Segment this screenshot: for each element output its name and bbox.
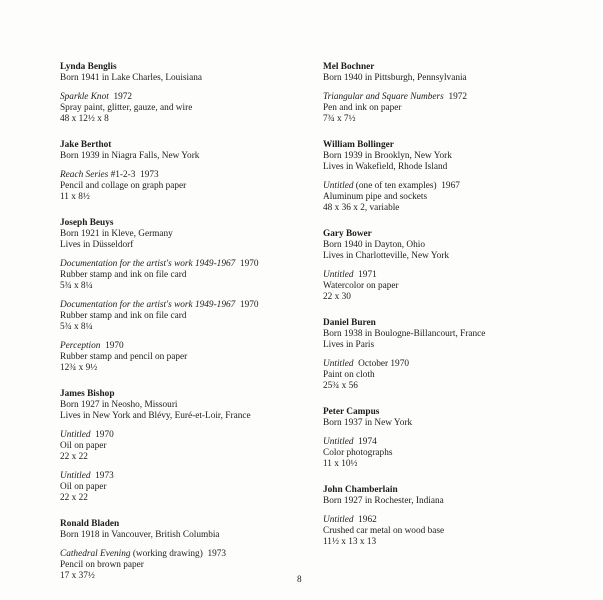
artwork-dimensions: 48 x 12½ x 8 — [60, 114, 109, 124]
artwork-dimensions: 11 x 8½ — [60, 192, 90, 202]
artwork-title: Reach Series — [60, 170, 109, 180]
artwork — [323, 181, 573, 214]
artwork-dimensions: 12¾ x 9½ — [60, 363, 98, 373]
artwork-medium: Color photographs — [323, 448, 393, 458]
artwork-title-line — [60, 430, 310, 441]
artist-entry — [60, 62, 310, 125]
artwork-dimensions: 22 x 22 — [60, 452, 88, 462]
artwork-title-suffix: #1-2-3 — [108, 170, 136, 180]
artist-bio-line: Lives in Charlotteville, New York — [323, 251, 450, 261]
artwork-dimensions: 25¾ x 56 — [323, 381, 358, 391]
artist-bio-line: Born 1927 in Neosho, Missouri — [60, 400, 178, 410]
artist-bio-line: Born 1927 in Rochester, Indiana — [323, 496, 444, 506]
artwork-year: 1967 — [441, 181, 460, 191]
artwork-title: Untitled — [60, 430, 91, 440]
artwork-medium: Oil on paper — [60, 482, 107, 492]
artist-name: Jake Berthot — [60, 140, 112, 150]
artist-entry — [60, 218, 310, 374]
artwork-title-line — [323, 437, 573, 448]
artist-bio-line: Born 1939 in Niagra Falls, New York — [60, 151, 200, 161]
artwork-dimensions: 11½ x 13 x 13 — [323, 537, 377, 547]
artist-entry — [60, 519, 310, 582]
artwork-year: October 1970 — [358, 359, 410, 369]
artwork-title-suffix: (one of ten examples) — [353, 181, 437, 191]
artwork-medium: Pencil and collage on graph paper — [60, 181, 187, 191]
artwork-title: Untitled — [323, 515, 354, 525]
artwork-year: 1974 — [358, 437, 377, 447]
artist-bio-line: Lives in Paris — [323, 340, 375, 350]
artist-name: James Bishop — [60, 389, 115, 399]
artist-name: John Chamberlain — [323, 485, 398, 495]
artist-name: Joseph Beuys — [60, 218, 114, 228]
artist-entry — [60, 389, 310, 504]
artist-entry — [60, 140, 310, 203]
artwork-medium: Pencil on brown paper — [60, 560, 144, 570]
artist-name: Mel Bochner — [323, 62, 375, 72]
artwork-dimensions: 48 x 36 x 2, variable — [323, 203, 400, 213]
artwork-year: 1972 — [448, 92, 468, 102]
artist-entry — [323, 407, 573, 470]
artist-entry — [323, 62, 573, 125]
artist-bio-line: Born 1937 in New York — [323, 418, 413, 428]
artwork-dimensions: 5¾ x 8¼ — [60, 322, 93, 332]
artwork-title: Sparkle Knot — [60, 92, 109, 102]
artwork-title: Documentation for the artist's work 1949-1967 — [60, 259, 236, 269]
artwork-title-line — [60, 259, 310, 270]
artwork-dimensions: 7¾ x 7½ — [323, 114, 356, 124]
artwork-title: Untitled — [323, 359, 354, 369]
artist-entry — [323, 485, 573, 548]
artwork-year: 1970 — [239, 259, 259, 269]
artwork — [60, 549, 310, 582]
artwork — [60, 170, 310, 203]
artwork — [323, 92, 573, 125]
artwork-dimensions: 11 x 10½ — [323, 459, 358, 469]
artwork-year: 1970 — [95, 430, 114, 440]
artwork-medium: Watercolor on paper — [323, 281, 399, 291]
artwork-title-line — [323, 92, 573, 103]
artwork-title: Perception — [60, 341, 101, 351]
artwork-title: Untitled — [323, 270, 354, 280]
artwork-title-line — [323, 515, 573, 526]
artist-bio-line: Lives in New York and Blévy, Euré-et-Loir, France — [60, 411, 251, 421]
artist-entry — [323, 318, 573, 392]
artwork-title: Triangular and Square Numbers — [323, 92, 444, 102]
artist-entry — [323, 140, 573, 214]
artwork-title-line — [323, 181, 573, 192]
artist-bio-line: Lives in Düsseldorf — [60, 240, 134, 250]
artwork-year: 1970 — [105, 341, 124, 351]
artwork-title-line — [60, 92, 310, 103]
artwork-medium: Aluminum pipe and sockets — [323, 192, 428, 202]
artwork — [323, 515, 573, 548]
artist-bio-line: Born 1941 in Lake Charles, Louisiana — [60, 73, 203, 83]
artwork-medium: Pen and ink on paper — [323, 103, 402, 113]
artwork-title-line — [323, 270, 573, 281]
artwork-title: Untitled — [60, 471, 91, 481]
artwork-medium: Crushed car metal on wood base — [323, 526, 445, 536]
artist-name: Peter Campus — [323, 407, 380, 417]
artist-name: Gary Bower — [323, 229, 372, 239]
artist-name: Daniel Buren — [323, 318, 376, 328]
artist-bio-line: Born 1940 in Pittsburgh, Pennsylvania — [323, 73, 467, 83]
artwork-title-line — [60, 549, 310, 560]
artwork-year: 1962 — [358, 515, 377, 525]
artwork-title-line — [60, 170, 310, 181]
artwork-title-line — [60, 471, 310, 482]
artwork — [60, 259, 310, 292]
artist-bio-line: Lives in Wakefield, Rhode Island — [323, 162, 448, 172]
artist-bio-line: Born 1940 in Dayton, Ohio — [323, 240, 426, 250]
artwork-medium: Paint on cloth — [323, 370, 375, 380]
artwork-medium: Rubber stamp and ink on file card — [60, 311, 187, 321]
artwork — [323, 270, 573, 303]
artwork — [60, 300, 310, 333]
artwork-medium: Rubber stamp and pencil on paper — [60, 352, 188, 362]
artwork-title: Untitled — [323, 437, 354, 447]
artwork-medium: Rubber stamp and ink on file card — [60, 270, 187, 280]
artwork-year: 1970 — [239, 300, 259, 310]
left-column — [60, 62, 310, 597]
artist-bio-line: Born 1938 in Boulogne-Billancourt, France — [323, 329, 486, 339]
artist-name: Ronald Bladen — [60, 519, 120, 529]
artwork-medium: Spray paint, glitter, gauze, and wire — [60, 103, 193, 113]
artwork — [323, 437, 573, 470]
artist-bio-line: Born 1939 in Brooklyn, New York — [323, 151, 452, 161]
artwork-title-line — [323, 359, 573, 370]
artwork-dimensions: 22 x 22 — [60, 493, 88, 503]
artist-entry — [323, 229, 573, 303]
artwork-title: Documentation for the artist's work 1949-1967 — [60, 300, 236, 310]
artwork-title-line — [60, 300, 310, 311]
artwork-dimensions: 5¾ x 8¼ — [60, 281, 93, 291]
artist-name: Lynda Benglis — [60, 62, 117, 72]
artwork-title-line — [60, 341, 310, 352]
right-column — [323, 62, 573, 563]
page-number: 8 — [297, 575, 302, 585]
artwork-title: Untitled — [323, 181, 354, 191]
artwork-year: 1971 — [358, 270, 377, 280]
artwork — [60, 341, 310, 374]
artwork-year: 1973 — [207, 549, 227, 559]
artwork — [60, 92, 310, 125]
artist-bio-line: Born 1921 in Kleve, Germany — [60, 229, 173, 239]
artwork-year: 1973 — [140, 170, 159, 180]
artwork-title: Cathedral Evening — [60, 549, 131, 559]
artwork-year: 1972 — [113, 92, 133, 102]
artwork — [60, 471, 310, 504]
artwork-dimensions: 22 x 30 — [323, 292, 351, 302]
artwork — [60, 430, 310, 463]
artwork-medium: Oil on paper — [60, 441, 107, 451]
artwork — [323, 359, 573, 392]
artist-bio-line: Born 1918 in Vancouver, British Columbia — [60, 530, 220, 540]
artwork-title-suffix: (working drawing) — [130, 549, 203, 559]
artwork-dimensions: 17 x 37½ — [60, 571, 95, 581]
artist-name: William Bollinger — [323, 140, 394, 150]
artwork-year: 1973 — [95, 471, 114, 481]
